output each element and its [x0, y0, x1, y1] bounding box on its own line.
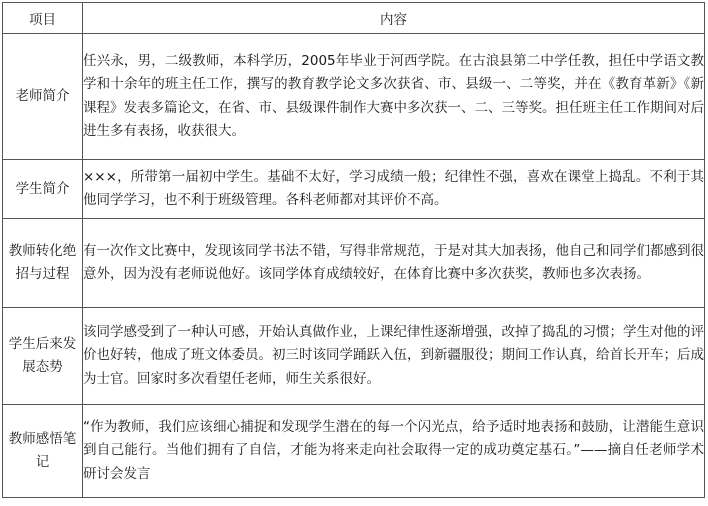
table-row — [3, 405, 705, 498]
table-row — [3, 160, 705, 219]
teacher-case-table — [2, 2, 705, 498]
table-row — [3, 34, 705, 160]
row-label-teacher-notes: 教师感悟笔记 — [3, 405, 83, 498]
row-content-student-intro: ×××，所带第一届初中学生。基础不太好，学习成绩一般；纪律性不强，喜欢在课堂上捣乱。不利于其他同学学习，也不利于班级管理。各科老师都对其评价不高。 — [83, 160, 705, 219]
header-item: 项目 — [3, 3, 83, 34]
row-content-teacher-intro: 任兴永，男，二级教师，本科学历，2005年毕业于河西学院。在古浪县第二中学任教，担任中学语文教学和十余年的班主任工作，撰写的教育教学论文多次获省、市、县级一、二等奖，并在《教育革新》《新课程》发表多篇论文，在省、市、县级课件制作大赛中多次获一、二、三等奖。担任班主任工作期间对后进生多有表扬，收获很大。 — [83, 34, 705, 160]
row-content-student-development: 该同学感受到了一种认可感，开始认真做作业，上课纪律性逐渐增强，改掉了捣乱的习惯；学生对他的评价也好转，他成了班文体委员。初三时该同学踊跃入伍，到新疆服役；期间工作认真，给首长开车；后成为士官。回家时多次看望任老师，师生关系很好。 — [83, 308, 705, 405]
table-row — [3, 308, 705, 405]
row-content-teacher-notes: “作为教师，我们应该细心捕捉和发现学生潜在的每一个闪光点，给予适时地表扬和鼓励，让潜能生意识到自己能行。当他们拥有了自信，才能为将来走向社会取得一定的成功奠定基石。”——摘自任老师学术研讨会发言 — [83, 405, 705, 498]
row-content-transformation: 有一次作文比赛中，发现该同学书法不错，写得非常规范，于是对其大加表扬，他自己和同学们都感到很意外，因为没有老师说他好。该同学体育成绩较好，在体育比赛中多次获奖，教师也多次表扬。 — [83, 219, 705, 308]
table-row — [3, 219, 705, 308]
row-label-transformation: 教师转化绝招与过程 — [3, 219, 83, 308]
row-label-teacher-intro: 老师简介 — [3, 34, 83, 160]
header-content: 内容 — [83, 3, 705, 34]
row-label-student-intro: 学生简介 — [3, 160, 83, 219]
table-header-row — [3, 3, 705, 34]
row-label-student-development: 学生后来发展态势 — [3, 308, 83, 405]
